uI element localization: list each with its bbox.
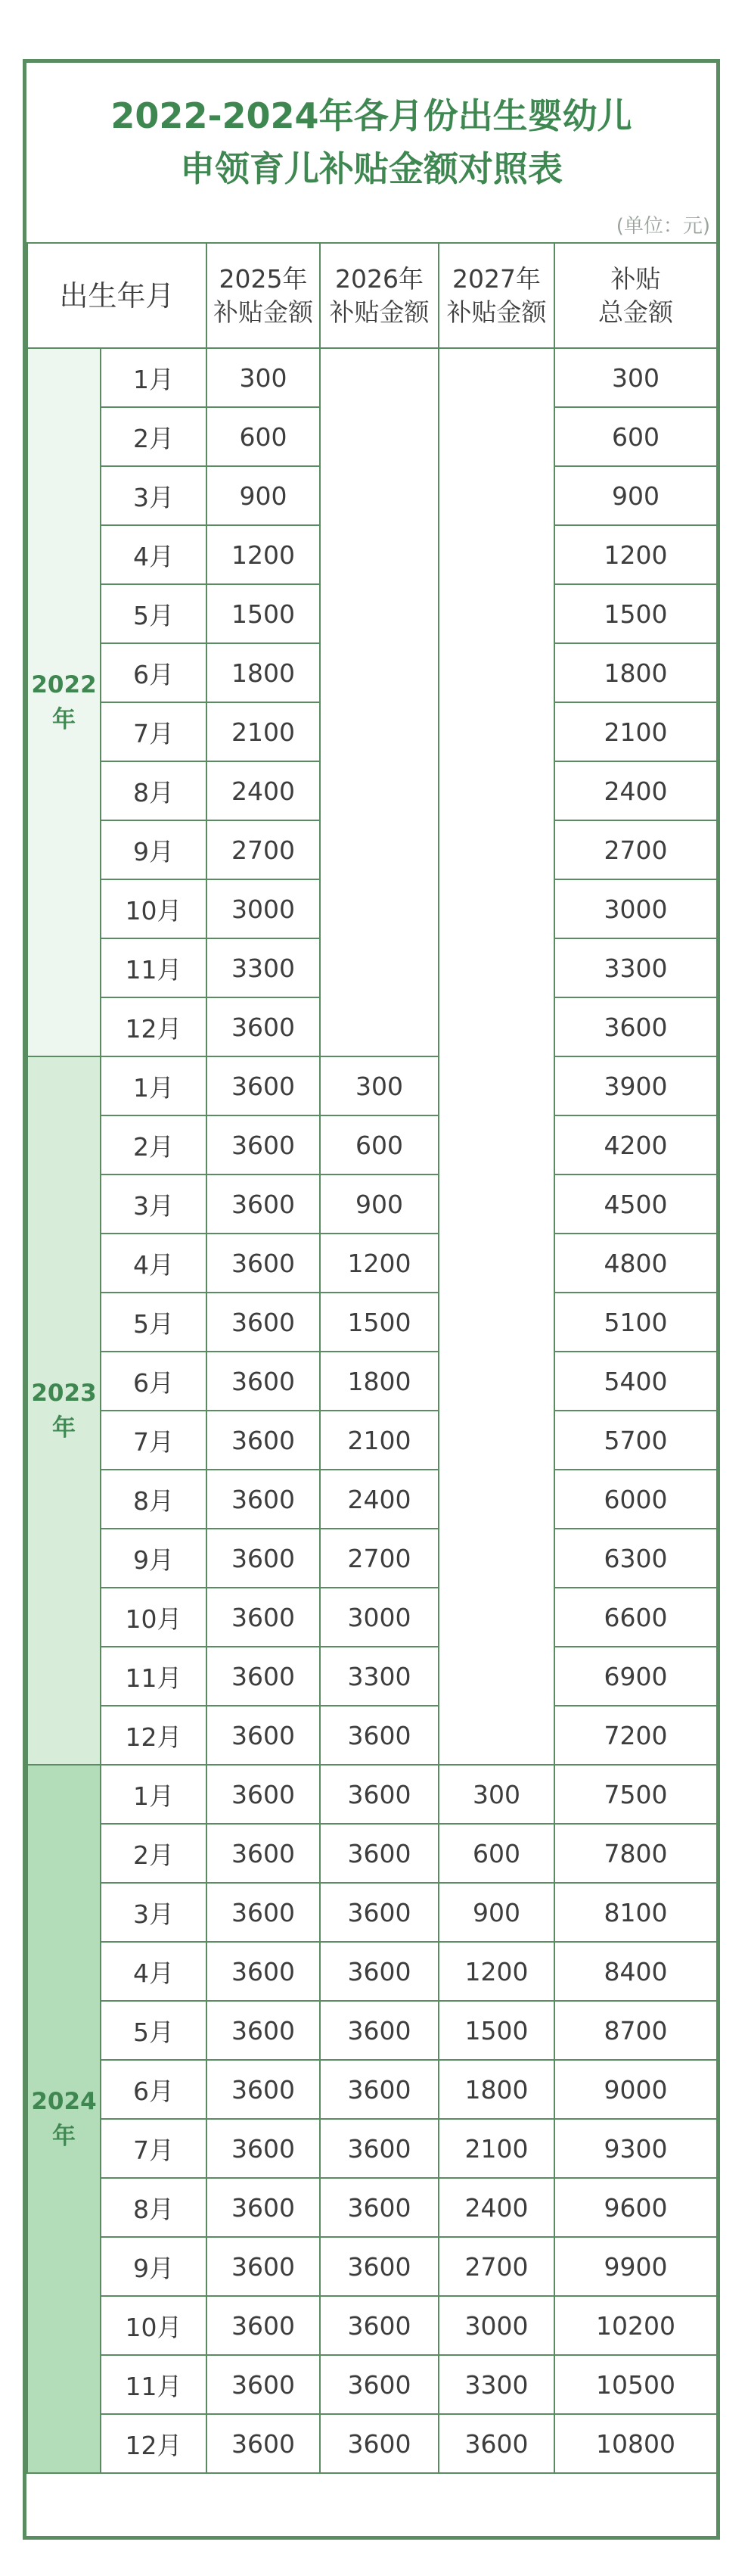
month-cell: 10月 xyxy=(101,2296,206,2355)
amount-2025-cell: 3600 xyxy=(206,1115,320,1174)
month-cell: 12月 xyxy=(101,1706,206,1765)
amount-2025-cell: 3600 xyxy=(206,2237,320,2296)
unit-note: (单位：元) xyxy=(616,215,710,238)
amount-2026-cell: 3600 xyxy=(320,2119,439,2178)
amount-2025-cell: 900 xyxy=(206,466,320,525)
header-total-amount: 补贴 总金额 xyxy=(554,243,717,348)
total-amount-cell: 10800 xyxy=(554,2414,717,2473)
month-cell: 5月 xyxy=(101,1293,206,1352)
amount-2025-cell: 3600 xyxy=(206,2178,320,2237)
table-row xyxy=(27,2178,717,2237)
table-row xyxy=(27,2060,717,2119)
total-amount-cell: 9900 xyxy=(554,2237,717,2296)
total-amount-cell: 7500 xyxy=(554,1765,717,1824)
header-row xyxy=(27,243,717,348)
total-amount-cell: 7800 xyxy=(554,1824,717,1883)
month-cell: 1月 xyxy=(101,1056,206,1115)
month-cell: 1月 xyxy=(101,1765,206,1824)
month-cell: 11月 xyxy=(101,938,206,997)
total-amount-cell: 6900 xyxy=(554,1647,717,1706)
year-label: 2024 年 xyxy=(27,1765,101,2473)
year-label: 2023 年 xyxy=(27,1056,101,1765)
month-cell: 6月 xyxy=(101,2060,206,2119)
amount-2026-cell: 3600 xyxy=(320,1824,439,1883)
month-cell: 7月 xyxy=(101,702,206,761)
total-amount-cell: 7200 xyxy=(554,1706,717,1765)
amount-2027-cell: 1500 xyxy=(439,2001,554,2060)
table-row xyxy=(27,2119,717,2178)
amount-2026-cell: 300 xyxy=(320,1056,439,1115)
amount-2025-cell: 1800 xyxy=(206,643,320,702)
table-row xyxy=(27,1411,717,1470)
total-amount-cell: 8400 xyxy=(554,1942,717,2001)
total-amount-cell: 1500 xyxy=(554,584,717,643)
amount-2025-cell: 3300 xyxy=(206,938,320,997)
table-row xyxy=(27,2414,717,2473)
month-cell: 2月 xyxy=(101,407,206,466)
total-amount-cell: 6000 xyxy=(554,1470,717,1529)
amount-2027-cell: 1200 xyxy=(439,1942,554,2001)
total-amount-cell: 4500 xyxy=(554,1174,717,1234)
amount-2025-cell: 300 xyxy=(206,348,320,407)
amount-2025-cell: 2400 xyxy=(206,761,320,820)
total-amount-cell: 300 xyxy=(554,348,717,407)
month-cell: 6月 xyxy=(101,643,206,702)
subsidy-table xyxy=(26,242,718,2474)
amount-2026-cell: 2700 xyxy=(320,1529,439,1588)
table-row xyxy=(27,1115,717,1174)
table-row xyxy=(27,1174,717,1234)
amount-2026-cell: 3600 xyxy=(320,2355,439,2414)
table-row xyxy=(27,1765,717,1824)
total-amount-cell: 5700 xyxy=(554,1411,717,1470)
amount-2026-cell: 3600 xyxy=(320,1942,439,2001)
amount-2026-cell: 3600 xyxy=(320,2060,439,2119)
month-cell: 4月 xyxy=(101,525,206,584)
total-amount-cell: 10200 xyxy=(554,2296,717,2355)
month-cell: 12月 xyxy=(101,2414,206,2473)
amount-2026-cell: 600 xyxy=(320,1115,439,1174)
table-row xyxy=(27,1293,717,1352)
month-cell: 7月 xyxy=(101,1411,206,1470)
total-amount-cell: 9300 xyxy=(554,2119,717,2178)
amount-2025-cell: 3600 xyxy=(206,1174,320,1234)
month-cell: 10月 xyxy=(101,1588,206,1647)
amount-2025-cell: 3600 xyxy=(206,1529,320,1588)
amount-2025-cell: 3600 xyxy=(206,1352,320,1411)
amount-2027-cell: 3600 xyxy=(439,2414,554,2473)
total-amount-cell: 8700 xyxy=(554,2001,717,2060)
page-title xyxy=(26,89,716,195)
total-amount-cell: 5400 xyxy=(554,1352,717,1411)
month-cell: 9月 xyxy=(101,1529,206,1588)
empty-2027-block xyxy=(439,348,554,1765)
table-row xyxy=(27,2001,717,2060)
table-row xyxy=(27,2355,717,2414)
header-2026-amount: 2026年 补贴金额 xyxy=(320,243,439,348)
month-cell: 8月 xyxy=(101,761,206,820)
amount-2027-cell: 2400 xyxy=(439,2178,554,2237)
amount-2026-cell: 3600 xyxy=(320,1706,439,1765)
total-amount-cell: 2100 xyxy=(554,702,717,761)
month-cell: 1月 xyxy=(101,348,206,407)
month-cell: 11月 xyxy=(101,2355,206,2414)
total-amount-cell: 9600 xyxy=(554,2178,717,2237)
total-amount-cell: 900 xyxy=(554,466,717,525)
total-amount-cell: 9000 xyxy=(554,2060,717,2119)
month-cell: 11月 xyxy=(101,1647,206,1706)
month-cell: 12月 xyxy=(101,997,206,1056)
title-line-2: 申领育儿补贴金额对照表 xyxy=(180,148,563,189)
amount-2026-cell: 3600 xyxy=(320,1883,439,1942)
amount-2027-cell: 300 xyxy=(439,1765,554,1824)
total-amount-cell: 3300 xyxy=(554,938,717,997)
header-2027-amount: 2027年 补贴金额 xyxy=(439,243,554,348)
amount-2025-cell: 3600 xyxy=(206,2119,320,2178)
amount-2026-cell: 3600 xyxy=(320,2001,439,2060)
month-cell: 5月 xyxy=(101,584,206,643)
total-amount-cell: 3600 xyxy=(554,997,717,1056)
table-row xyxy=(27,1588,717,1647)
month-cell: 9月 xyxy=(101,2237,206,2296)
month-cell: 7月 xyxy=(101,2119,206,2178)
table-row xyxy=(27,2296,717,2355)
total-amount-cell: 6600 xyxy=(554,1588,717,1647)
amount-2026-cell: 3600 xyxy=(320,2237,439,2296)
total-amount-cell: 8100 xyxy=(554,1883,717,1942)
amount-2027-cell: 2100 xyxy=(439,2119,554,2178)
total-amount-cell: 1200 xyxy=(554,525,717,584)
total-amount-cell: 6300 xyxy=(554,1529,717,1588)
amount-2025-cell: 3600 xyxy=(206,2001,320,2060)
amount-2025-cell: 3600 xyxy=(206,2414,320,2473)
table-row xyxy=(27,1824,717,1883)
amount-2025-cell: 3600 xyxy=(206,1056,320,1115)
amount-2026-cell: 2100 xyxy=(320,1411,439,1470)
amount-2025-cell: 3600 xyxy=(206,1470,320,1529)
amount-2025-cell: 3600 xyxy=(206,1234,320,1293)
amount-2025-cell: 3600 xyxy=(206,1588,320,1647)
year-label: 2022 年 xyxy=(27,348,101,1056)
amount-2026-cell: 1800 xyxy=(320,1352,439,1411)
amount-2027-cell: 1800 xyxy=(439,2060,554,2119)
amount-2025-cell: 1200 xyxy=(206,525,320,584)
amount-2025-cell: 3600 xyxy=(206,1647,320,1706)
amount-2026-cell: 2400 xyxy=(320,1470,439,1529)
month-cell: 4月 xyxy=(101,1942,206,2001)
month-cell: 8月 xyxy=(101,2178,206,2237)
month-cell: 5月 xyxy=(101,2001,206,2060)
amount-2026-cell: 3600 xyxy=(320,2178,439,2237)
amount-2025-cell: 3600 xyxy=(206,1293,320,1352)
amount-2025-cell: 3600 xyxy=(206,1411,320,1470)
amount-2026-cell: 1200 xyxy=(320,1234,439,1293)
amount-2026-cell: 1500 xyxy=(320,1293,439,1352)
total-amount-cell: 3900 xyxy=(554,1056,717,1115)
total-amount-cell: 2700 xyxy=(554,820,717,879)
title-line-1: 2022-2024年各月份出生婴幼儿 xyxy=(110,95,632,136)
total-amount-cell: 2400 xyxy=(554,761,717,820)
amount-2026-cell: 3300 xyxy=(320,1647,439,1706)
table-row xyxy=(27,1056,717,1115)
table-row xyxy=(27,1234,717,1293)
amount-2025-cell: 3600 xyxy=(206,2296,320,2355)
month-cell: 3月 xyxy=(101,1883,206,1942)
amount-2025-cell: 3600 xyxy=(206,997,320,1056)
amount-2025-cell: 600 xyxy=(206,407,320,466)
amount-2025-cell: 3600 xyxy=(206,2060,320,2119)
amount-2025-cell: 2100 xyxy=(206,702,320,761)
amount-2025-cell: 3600 xyxy=(206,1883,320,1942)
table-row xyxy=(27,1942,717,2001)
total-amount-cell: 10500 xyxy=(554,2355,717,2414)
amount-2027-cell: 3000 xyxy=(439,2296,554,2355)
total-amount-cell: 1800 xyxy=(554,643,717,702)
amount-2025-cell: 3600 xyxy=(206,1942,320,2001)
amount-2027-cell: 900 xyxy=(439,1883,554,1942)
table-row xyxy=(27,2237,717,2296)
amount-2025-cell: 3000 xyxy=(206,879,320,938)
amount-2027-cell: 3300 xyxy=(439,2355,554,2414)
amount-2025-cell: 2700 xyxy=(206,820,320,879)
month-cell: 3月 xyxy=(101,466,206,525)
empty-2026-block xyxy=(320,348,439,1056)
amount-2025-cell: 3600 xyxy=(206,1765,320,1824)
header-birth-month: 出生年月 xyxy=(27,243,206,348)
amount-2025-cell: 3600 xyxy=(206,2355,320,2414)
month-cell: 3月 xyxy=(101,1174,206,1234)
month-cell: 8月 xyxy=(101,1470,206,1529)
amount-2027-cell: 2700 xyxy=(439,2237,554,2296)
total-amount-cell: 4800 xyxy=(554,1234,717,1293)
month-cell: 10月 xyxy=(101,879,206,938)
total-amount-cell: 600 xyxy=(554,407,717,466)
amount-2026-cell: 900 xyxy=(320,1174,439,1234)
amount-2026-cell: 3600 xyxy=(320,2296,439,2355)
table-row xyxy=(27,1706,717,1765)
amount-2026-cell: 3600 xyxy=(320,1765,439,1824)
table-row xyxy=(27,1647,717,1706)
amount-2025-cell: 3600 xyxy=(206,1706,320,1765)
month-cell: 2月 xyxy=(101,1115,206,1174)
table-row xyxy=(27,348,717,407)
table-row xyxy=(27,1883,717,1942)
month-cell: 9月 xyxy=(101,820,206,879)
total-amount-cell: 4200 xyxy=(554,1115,717,1174)
month-cell: 6月 xyxy=(101,1352,206,1411)
total-amount-cell: 3000 xyxy=(554,879,717,938)
month-cell: 2月 xyxy=(101,1824,206,1883)
table-row xyxy=(27,1352,717,1411)
amount-2025-cell: 3600 xyxy=(206,1824,320,1883)
amount-2026-cell: 3600 xyxy=(320,2414,439,2473)
amount-2025-cell: 1500 xyxy=(206,584,320,643)
table-row xyxy=(27,1529,717,1588)
amount-2027-cell: 600 xyxy=(439,1824,554,1883)
total-amount-cell: 5100 xyxy=(554,1293,717,1352)
header-2025-amount: 2025年 补贴金额 xyxy=(206,243,320,348)
month-cell: 4月 xyxy=(101,1234,206,1293)
amount-2026-cell: 3000 xyxy=(320,1588,439,1647)
table-row xyxy=(27,1470,717,1529)
